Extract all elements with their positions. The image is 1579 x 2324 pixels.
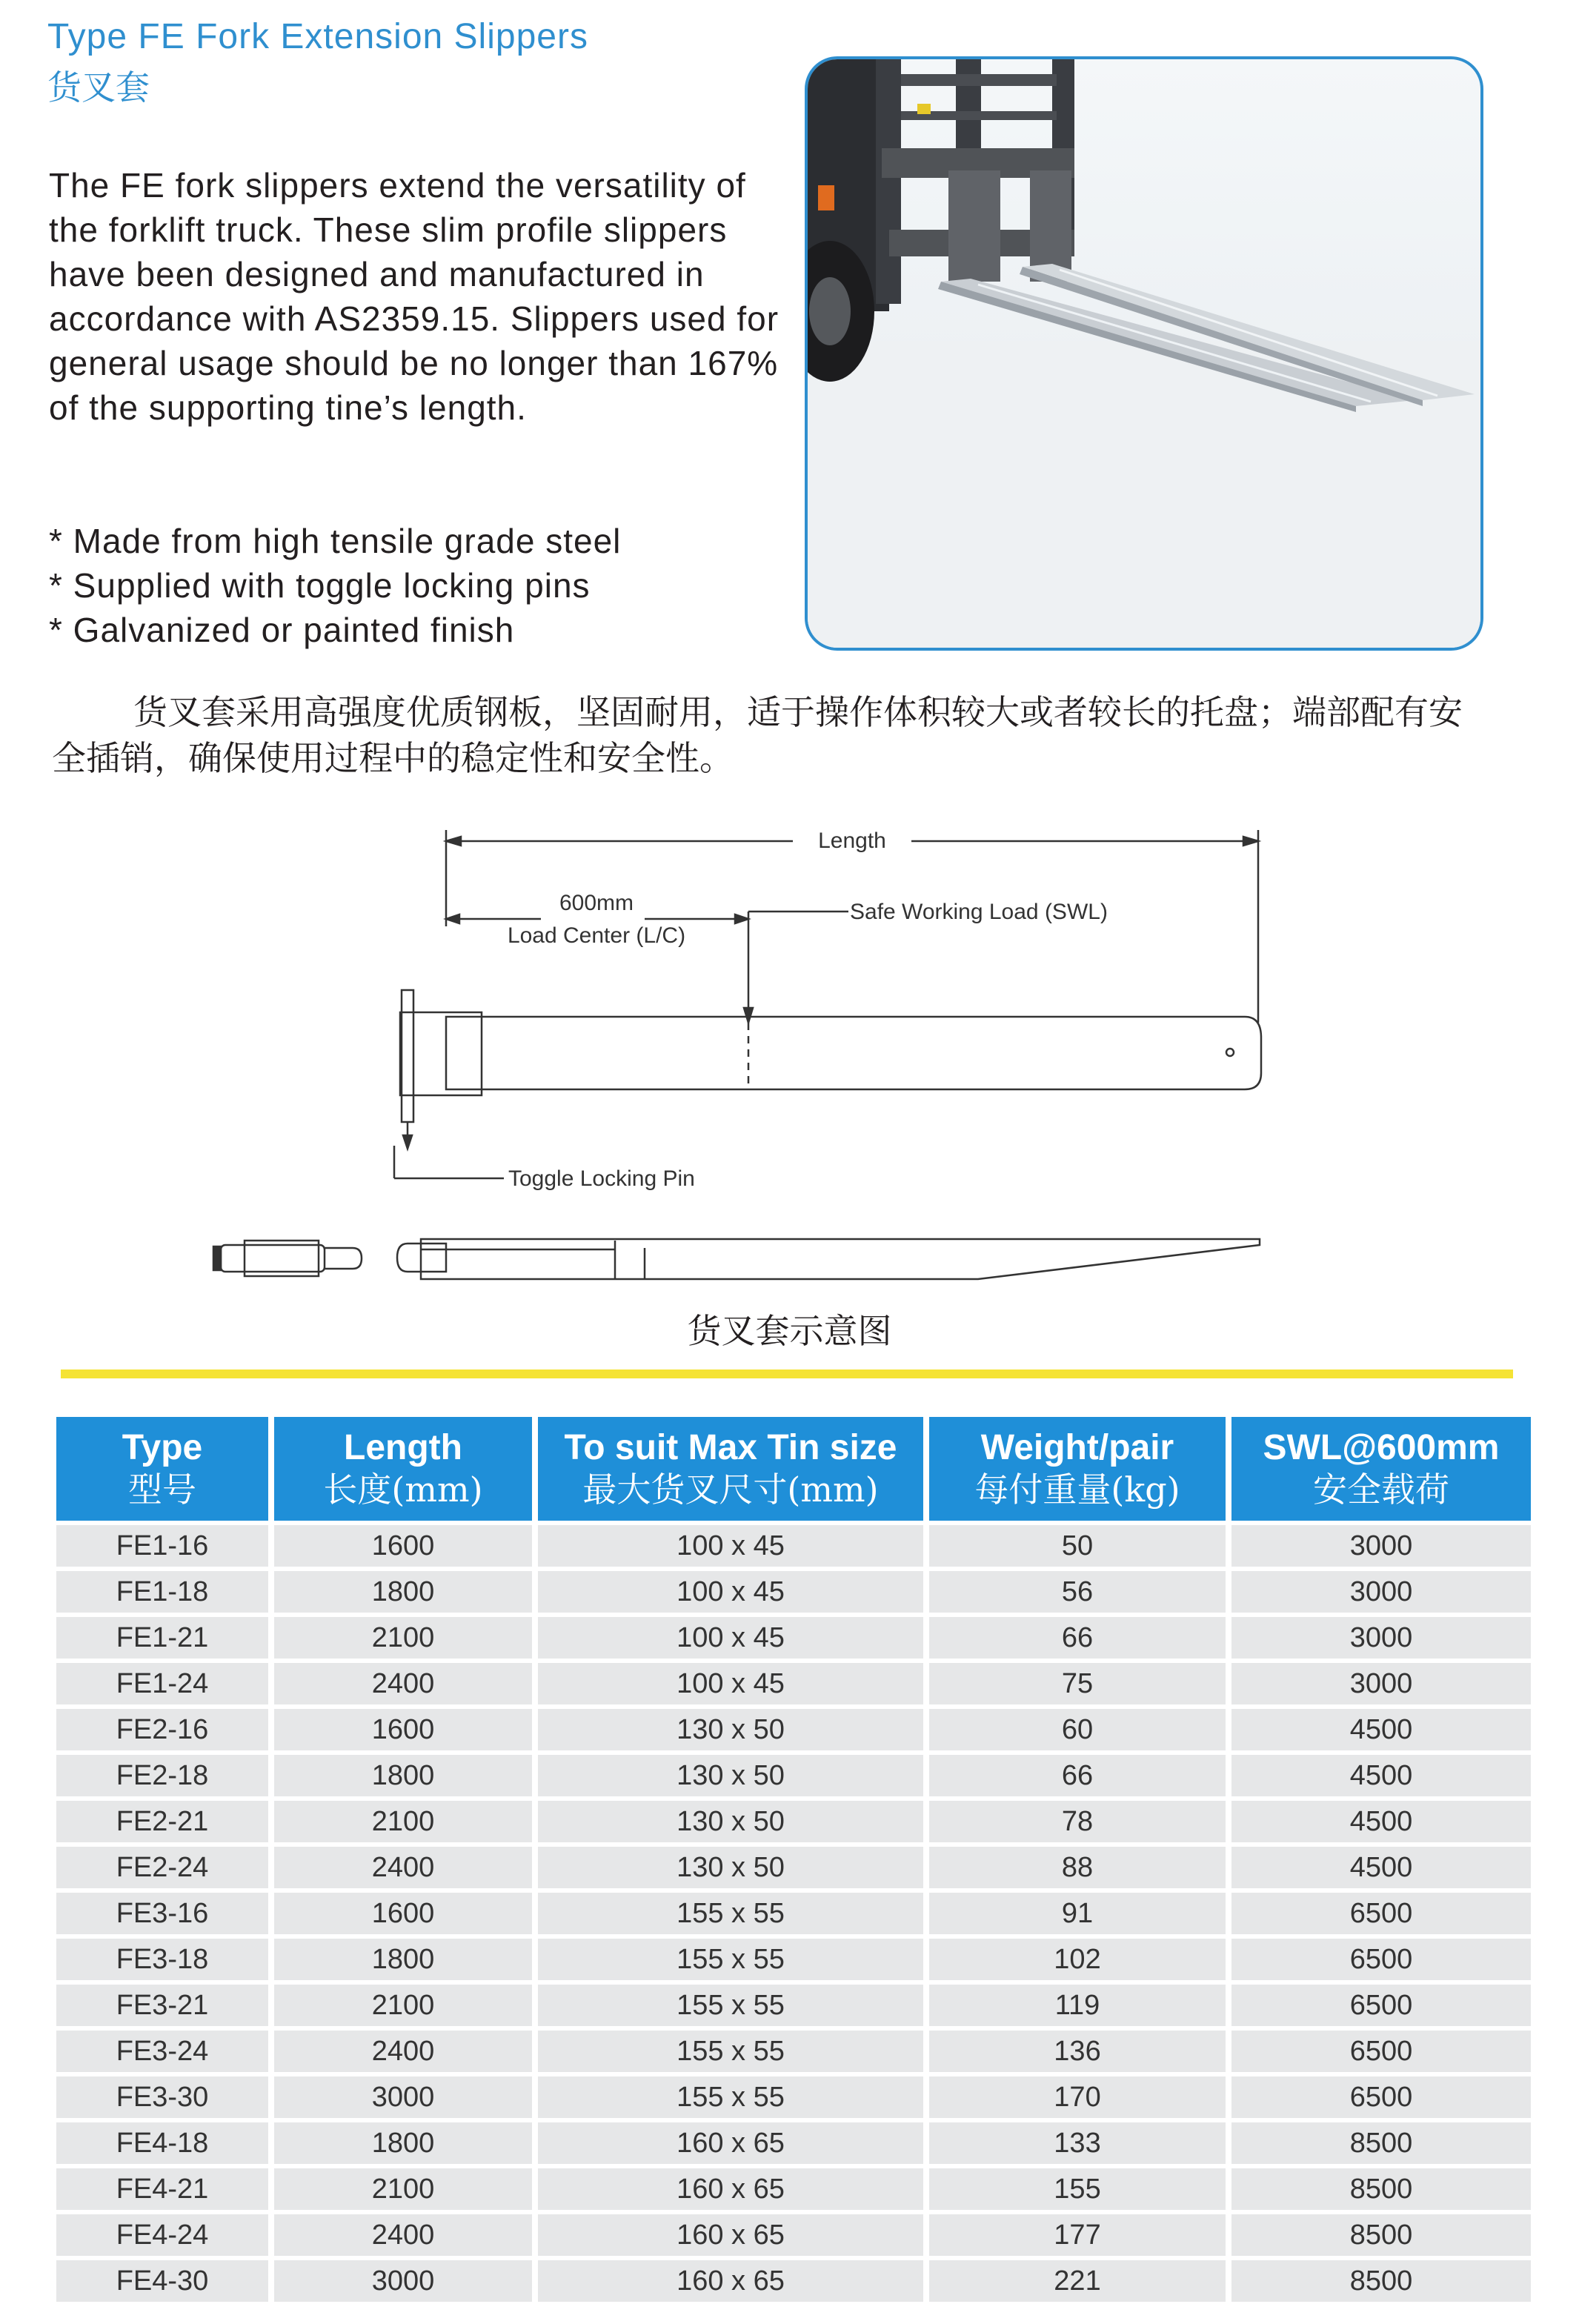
load-center-label: Load Center (L/C) bbox=[507, 923, 686, 948]
table-cell: 6500 bbox=[1231, 1893, 1531, 1934]
intro-paragraph bbox=[49, 163, 782, 430]
table-cell: FE3-24 bbox=[56, 2031, 268, 2072]
table-cell: 75 bbox=[929, 1663, 1226, 1704]
table-cell: 160 x 65 bbox=[538, 2122, 923, 2164]
pin-label: Toggle Locking Pin bbox=[508, 1166, 695, 1191]
column-header-type: Type 型号 bbox=[56, 1417, 268, 1521]
table-cell: 4500 bbox=[1231, 1801, 1531, 1842]
table-row bbox=[56, 1709, 1531, 1750]
table-cell: 8500 bbox=[1231, 2214, 1531, 2256]
column-header-tine-size: To suit Max Tin size 最大货叉尺寸(mm) bbox=[538, 1417, 923, 1521]
table-body bbox=[56, 1525, 1531, 2302]
table-cell: FE4-24 bbox=[56, 2214, 268, 2256]
table-cell: 4500 bbox=[1231, 1755, 1531, 1796]
feature-item: * Made from high tensile grade steel bbox=[49, 522, 622, 560]
table-cell: 177 bbox=[929, 2214, 1226, 2256]
feature-item: * Galvanized or painted finish bbox=[49, 611, 515, 649]
table-cell: FE3-30 bbox=[56, 2076, 268, 2118]
table-cell: FE2-16 bbox=[56, 1709, 268, 1750]
table-header-row bbox=[56, 1417, 1531, 1521]
table-cell: 100 x 45 bbox=[538, 1525, 923, 1567]
table-cell: 2400 bbox=[274, 2214, 532, 2256]
table-cell: 160 x 65 bbox=[538, 2214, 923, 2256]
table-cell: 1600 bbox=[274, 1525, 532, 1567]
table-cell: 221 bbox=[929, 2260, 1226, 2302]
table-cell: 4500 bbox=[1231, 1709, 1531, 1750]
table-cell: FE2-21 bbox=[56, 1801, 268, 1842]
column-header-weight: Weight/pair 每付重量(kg) bbox=[929, 1417, 1226, 1521]
table-row bbox=[56, 1939, 1531, 1980]
table-cell: 4500 bbox=[1231, 1847, 1531, 1888]
table-cell: 130 x 50 bbox=[538, 1709, 923, 1750]
table-row bbox=[56, 1985, 1531, 2026]
table-cell: FE2-18 bbox=[56, 1755, 268, 1796]
table-cell: FE3-18 bbox=[56, 1939, 268, 1980]
table-cell: FE1-18 bbox=[56, 1571, 268, 1613]
table-cell: 3000 bbox=[1231, 1525, 1531, 1567]
table-cell: 50 bbox=[929, 1525, 1226, 1567]
section-divider bbox=[61, 1370, 1513, 1378]
table-row bbox=[56, 1525, 1531, 1567]
table-cell: 60 bbox=[929, 1709, 1226, 1750]
product-photo bbox=[805, 56, 1483, 651]
table-row bbox=[56, 1847, 1531, 1888]
table-cell: FE1-16 bbox=[56, 1525, 268, 1567]
table-cell: 130 x 50 bbox=[538, 1755, 923, 1796]
table-cell: 3000 bbox=[1231, 1571, 1531, 1613]
table-cell: FE1-24 bbox=[56, 1663, 268, 1704]
table-cell: 8500 bbox=[1231, 2122, 1531, 2164]
table-cell: 3000 bbox=[1231, 1663, 1531, 1704]
table-cell: FE4-21 bbox=[56, 2168, 268, 2210]
table-row bbox=[56, 2168, 1531, 2210]
table-row bbox=[56, 2076, 1531, 2118]
table-cell: 56 bbox=[929, 1571, 1226, 1613]
table-row bbox=[56, 1755, 1531, 1796]
table-cell: 2100 bbox=[274, 2168, 532, 2210]
table-cell: 1800 bbox=[274, 2122, 532, 2164]
column-header-swl: SWL@600mm 安全载荷 bbox=[1231, 1417, 1531, 1521]
feature-list bbox=[49, 519, 621, 652]
table-cell: FE2-24 bbox=[56, 1847, 268, 1888]
table-cell: 133 bbox=[929, 2122, 1226, 2164]
table-row bbox=[56, 2260, 1531, 2302]
table-cell: 155 x 55 bbox=[538, 1985, 923, 2026]
intro-text: The FE fork slippers extend the versatility of the forklift truck. These slim profile slippers have been designed and manufactured in accordance with AS2359.15. Slippers used for general usage should be no longer than 167% of the supporting tine’s length. bbox=[49, 166, 779, 427]
table-cell: 2400 bbox=[274, 1663, 532, 1704]
table-row bbox=[56, 2031, 1531, 2072]
table-cell: FE1-21 bbox=[56, 1617, 268, 1659]
chinese-description: 货叉套采用高强度优质钢板，坚固耐用，适于操作体积较大或者较长的托盘；端部配有安全插销，确保使用过程中的稳定性和安全性。 bbox=[52, 692, 1463, 778]
table-cell: 155 x 55 bbox=[538, 2076, 923, 2118]
table-cell: 130 x 50 bbox=[538, 1801, 923, 1842]
table-cell: FE3-16 bbox=[56, 1893, 268, 1934]
diagram-caption: 货叉套示意图 bbox=[687, 1311, 892, 1351]
table-cell: 102 bbox=[929, 1939, 1226, 1980]
table-cell: 2100 bbox=[274, 1617, 532, 1659]
table-cell: FE3-21 bbox=[56, 1985, 268, 2026]
table-row bbox=[56, 2122, 1531, 2164]
table-row bbox=[56, 1571, 1531, 1613]
table-cell: 66 bbox=[929, 1617, 1226, 1659]
spec-table bbox=[50, 1412, 1537, 2306]
slipper-diagram bbox=[185, 800, 1297, 1304]
table-cell: 88 bbox=[929, 1847, 1226, 1888]
table-cell: 100 x 45 bbox=[538, 1617, 923, 1659]
table-cell: 1800 bbox=[274, 1571, 532, 1613]
table-cell: 2100 bbox=[274, 1985, 532, 2026]
table-cell: 3000 bbox=[274, 2260, 532, 2302]
table-cell: 155 x 55 bbox=[538, 2031, 923, 2072]
table-cell: 160 x 65 bbox=[538, 2168, 923, 2210]
table-cell: 100 x 45 bbox=[538, 1663, 923, 1704]
table-cell: 6500 bbox=[1231, 1985, 1531, 2026]
table-cell: 3000 bbox=[274, 2076, 532, 2118]
table-row bbox=[56, 1801, 1531, 1842]
table-cell: 6500 bbox=[1231, 1939, 1531, 1980]
table-row bbox=[56, 2214, 1531, 2256]
column-header-length: Length 长度(mm) bbox=[274, 1417, 532, 1521]
page-title-chinese: 货叉套 bbox=[47, 67, 150, 107]
table-cell: 91 bbox=[929, 1893, 1226, 1934]
table-cell: 8500 bbox=[1231, 2260, 1531, 2302]
table-row bbox=[56, 1617, 1531, 1659]
forklift-illustration bbox=[808, 59, 1480, 648]
table-cell: FE4-30 bbox=[56, 2260, 268, 2302]
table-cell: 1800 bbox=[274, 1755, 532, 1796]
table-cell: 1600 bbox=[274, 1709, 532, 1750]
table-cell: 160 x 65 bbox=[538, 2260, 923, 2302]
table-cell: 100 x 45 bbox=[538, 1571, 923, 1613]
page-title: Type FE Fork Extension Slippers bbox=[47, 17, 588, 56]
table-cell: 3000 bbox=[1231, 1617, 1531, 1659]
table-cell: 155 x 55 bbox=[538, 1893, 923, 1934]
swl-label: Safe Working Load (SWL) bbox=[850, 900, 1108, 924]
length-label: Length bbox=[818, 829, 886, 853]
table-cell: 1800 bbox=[274, 1939, 532, 1980]
table-cell: FE4-18 bbox=[56, 2122, 268, 2164]
table-cell: 130 x 50 bbox=[538, 1847, 923, 1888]
table-cell: 6500 bbox=[1231, 2076, 1531, 2118]
table-row bbox=[56, 1893, 1531, 1934]
table-cell: 2400 bbox=[274, 1847, 532, 1888]
table-cell: 1600 bbox=[274, 1893, 532, 1934]
table-cell: 119 bbox=[929, 1985, 1226, 2026]
table-row bbox=[56, 1663, 1531, 1704]
table-cell: 2100 bbox=[274, 1801, 532, 1842]
table-cell: 170 bbox=[929, 2076, 1226, 2118]
table-cell: 6500 bbox=[1231, 2031, 1531, 2072]
table-cell: 155 bbox=[929, 2168, 1226, 2210]
load-center-value: 600mm bbox=[559, 891, 634, 915]
table-cell: 66 bbox=[929, 1755, 1226, 1796]
table-cell: 78 bbox=[929, 1801, 1226, 1842]
feature-item: * Supplied with toggle locking pins bbox=[49, 566, 591, 605]
table-cell: 2400 bbox=[274, 2031, 532, 2072]
table-cell: 155 x 55 bbox=[538, 1939, 923, 1980]
table-cell: 136 bbox=[929, 2031, 1226, 2072]
table-cell: 8500 bbox=[1231, 2168, 1531, 2210]
